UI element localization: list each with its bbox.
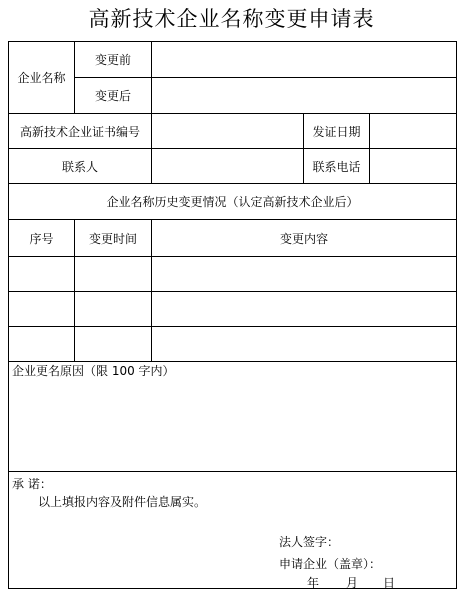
phone-field[interactable] xyxy=(370,149,457,184)
table-row xyxy=(9,292,457,327)
date-day-label: 日 xyxy=(383,576,396,589)
table-row xyxy=(9,257,457,292)
cert-number-field[interactable] xyxy=(152,114,304,149)
name-change-form xyxy=(8,41,457,589)
company-name-label: 企业名称 xyxy=(9,42,75,114)
reason-label: 企业更名原因（限 100 字内） xyxy=(12,364,175,378)
history-cell-time[interactable] xyxy=(75,327,152,362)
before-change-field[interactable] xyxy=(152,42,457,78)
issue-date-label: 发证日期 xyxy=(304,114,370,149)
contact-field[interactable] xyxy=(152,149,304,184)
history-cell-index[interactable] xyxy=(9,257,75,292)
reason-box[interactable] xyxy=(9,362,457,472)
date-line xyxy=(307,574,395,589)
history-cell-content[interactable] xyxy=(152,327,457,362)
issue-date-field[interactable] xyxy=(370,114,457,149)
company-seal-label: 申请企业（盖章）： xyxy=(279,557,382,571)
before-change-label: 变更前 xyxy=(75,42,152,78)
history-cell-index[interactable] xyxy=(9,327,75,362)
legal-rep-signature-label: 法人签字： xyxy=(279,535,340,549)
pledge-box xyxy=(9,472,457,589)
cert-number-label: 高新技术企业证书编号 xyxy=(9,114,152,149)
date-month-label: 月 xyxy=(346,576,359,589)
history-cell-time[interactable] xyxy=(75,257,152,292)
history-cell-content[interactable] xyxy=(152,257,457,292)
form-title: 高新技术企业名称变更申请表 xyxy=(88,7,375,31)
phone-label: 联系电话 xyxy=(304,149,370,184)
contact-label: 联系人 xyxy=(9,149,152,184)
history-col-time: 变更时间 xyxy=(75,220,152,257)
history-cell-content[interactable] xyxy=(152,292,457,327)
after-change-field[interactable] xyxy=(152,78,457,114)
table-row xyxy=(9,327,457,362)
history-col-content: 变更内容 xyxy=(152,220,457,257)
pledge-title: 承 诺： xyxy=(12,477,52,491)
history-cell-index[interactable] xyxy=(9,292,75,327)
history-col-index: 序号 xyxy=(9,220,75,257)
date-year-label: 年 xyxy=(307,576,320,589)
history-heading: 企业名称历史变更情况（认定高新技术企业后） xyxy=(9,184,457,220)
pledge-text: 以上填报内容及附件信息属实。 xyxy=(38,495,207,509)
after-change-label: 变更后 xyxy=(75,78,152,114)
history-cell-time[interactable] xyxy=(75,292,152,327)
